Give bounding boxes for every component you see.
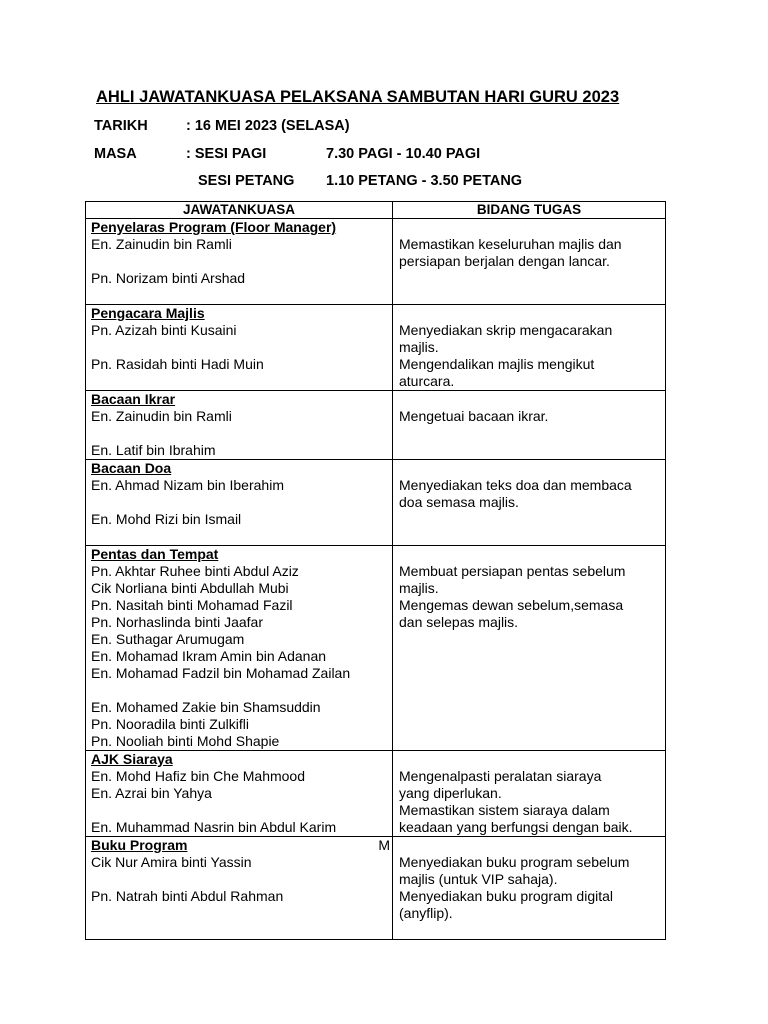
member-name [91,494,387,511]
document-title: AHLI JAWATANKUASA PELAKSANA SAMBUTAN HARI GURU 2023 [96,88,620,106]
duty-text [399,460,657,477]
duty-cell [393,460,666,546]
member-name: En. Mohamad Fadzil bin Mohamad Zailan [91,665,351,681]
committee-cell [86,546,393,751]
duty-text: Mengetuai bacaan ikrar. [399,408,549,424]
member-name: En. Mohd Rizi bin Ismail [91,511,242,527]
member-name: Cik Nur Amira binti Yassin [91,854,252,870]
committee-cell [86,391,393,460]
duty-text: Membuat persiapan pentas sebelum [399,563,626,579]
table-header-row [86,202,666,219]
member-name: En. Zainudin bin Ramli [91,408,232,424]
member-name: Pn. Rasidah binti Hadi Muin [91,356,264,372]
sesi-petang-time: 1.10 PETANG - 3.50 PETANG [326,173,523,189]
table-row [86,837,666,940]
section-title: Penyelaras Program (Floor Manager) [91,219,337,235]
duty-text [399,391,657,408]
duty-text: Mengenalpasti peralatan siaraya [399,768,602,784]
duty-text: Memastikan keseluruhan majlis dan [399,236,622,252]
section-title: Buku Program [91,837,188,853]
section-heading [91,219,387,236]
duty-cell [393,751,666,837]
committee-table [85,201,666,940]
duty-text [399,546,657,563]
duty-text: doa semasa majlis. [399,494,519,510]
committee-cell [86,305,393,391]
section-mark: M [378,837,390,853]
member-name: En. Zainudin bin Ramli [91,236,232,252]
member-name: En. Azrai bin Yahya [91,785,212,801]
section-title: Bacaan Doa [91,460,172,476]
section-heading [91,460,387,477]
member-name [91,528,387,545]
member-name [91,802,387,819]
duty-text [399,751,657,768]
sesi-pagi-label: : SESI PAGI [186,146,267,162]
duty-text: Mengemas dewan sebelum,semasa [399,597,624,613]
duty-text [399,305,657,322]
duty-text: Memastikan sistem siaraya dalam [399,802,610,818]
duty-text [399,219,657,236]
table-row [86,460,666,546]
duty-cell [393,219,666,305]
duty-text: majlis. [399,580,439,596]
header-jawatankuasa: JAWATANKUASA [86,202,393,219]
section-title: Pengacara Majlis [91,305,205,321]
member-name: En. Mohamad Ikram Amin bin Adanan [91,648,327,664]
committee-cell [86,219,393,305]
member-name: Pn. Azizah binti Kusaini [91,322,237,338]
section-title: Bacaan Ikrar [91,391,176,407]
duty-text: Menyediakan buku program sebelum [399,854,630,870]
duty-cell [393,837,666,940]
duty-cell [393,391,666,460]
member-name [91,871,387,888]
member-name: Pn. Natrah binti Abdul Rahman [91,888,284,904]
committee-cell [86,837,393,940]
duty-text: Mengendalikan majlis mengikut [399,356,595,372]
duty-text: persiapan berjalan dengan lancar. [399,253,610,269]
section-heading [91,837,390,854]
duty-text: (anyflip). [399,905,453,921]
masa-label: MASA [94,146,137,162]
sesi-pagi-time: 7.30 PAGI - 10.40 PAGI [326,146,481,162]
committee-cell [86,751,393,837]
duty-text: Menyediakan skrip mengacarakan [399,322,613,338]
member-name [91,922,387,939]
member-name [91,905,387,922]
duty-text: Menyediakan buku program digital [399,888,614,904]
member-name [91,339,387,356]
member-name [91,287,387,304]
member-name: En. Muhammad Nasrin bin Abdul Karim [91,819,337,835]
tarikh-label: TARIKH [94,118,148,134]
duty-text: majlis (untuk VIP sahaja). [399,871,558,887]
member-name [91,682,387,699]
member-name: Pn. Norizam binti Arshad [91,270,246,286]
duty-text: aturcara. [399,373,455,389]
member-name: En. Mohamed Zakie bin Shamsuddin [91,699,321,715]
member-name: Pn. Akhtar Ruhee binti Abdul Aziz [91,563,299,579]
table-row [86,305,666,391]
member-name: Cik Norliana binti Abdullah Mubi [91,580,289,596]
duty-cell [393,305,666,391]
duty-cell [393,546,666,751]
table-row [86,391,666,460]
table-row [86,219,666,305]
member-name [91,373,387,390]
duty-text: keadaan yang berfungsi dengan baik. [399,819,633,835]
header-bidang-tugas: BIDANG TUGAS [393,202,666,219]
duty-text: majlis. [399,339,439,355]
section-title: Pentas dan Tempat [91,546,219,562]
member-name: Pn. Nooradila binti Zulkifli [91,716,249,732]
section-title: AJK Siaraya [91,751,173,767]
section-heading [91,305,387,322]
member-name: En. Ahmad Nizam bin Iberahim [91,477,284,493]
member-name: En. Suthagar Arumugam [91,631,245,647]
member-name: Pn. Nooliah binti Mohd Shapie [91,733,280,749]
member-name [91,425,387,442]
section-heading [91,391,387,408]
member-name [91,253,387,270]
sesi-petang-label: SESI PETANG [198,173,295,189]
duty-text: Menyediakan teks doa dan membaca [399,477,632,493]
member-name: En. Latif bin Ibrahim [91,442,216,458]
tarikh-value: : 16 MEI 2023 (SELASA) [186,118,350,134]
table-row [86,751,666,837]
table-row [86,546,666,751]
duty-text: yang diperlukan. [399,785,502,801]
duty-text [399,837,657,854]
section-heading [91,546,387,563]
member-name: Pn. Nasitah binti Mohamad Fazil [91,597,293,613]
member-name: Pn. Norhaslinda binti Jaafar [91,614,263,630]
duty-text: dan selepas majlis. [399,614,519,630]
committee-cell [86,460,393,546]
section-heading [91,751,387,768]
member-name: En. Mohd Hafiz bin Che Mahmood [91,768,305,784]
